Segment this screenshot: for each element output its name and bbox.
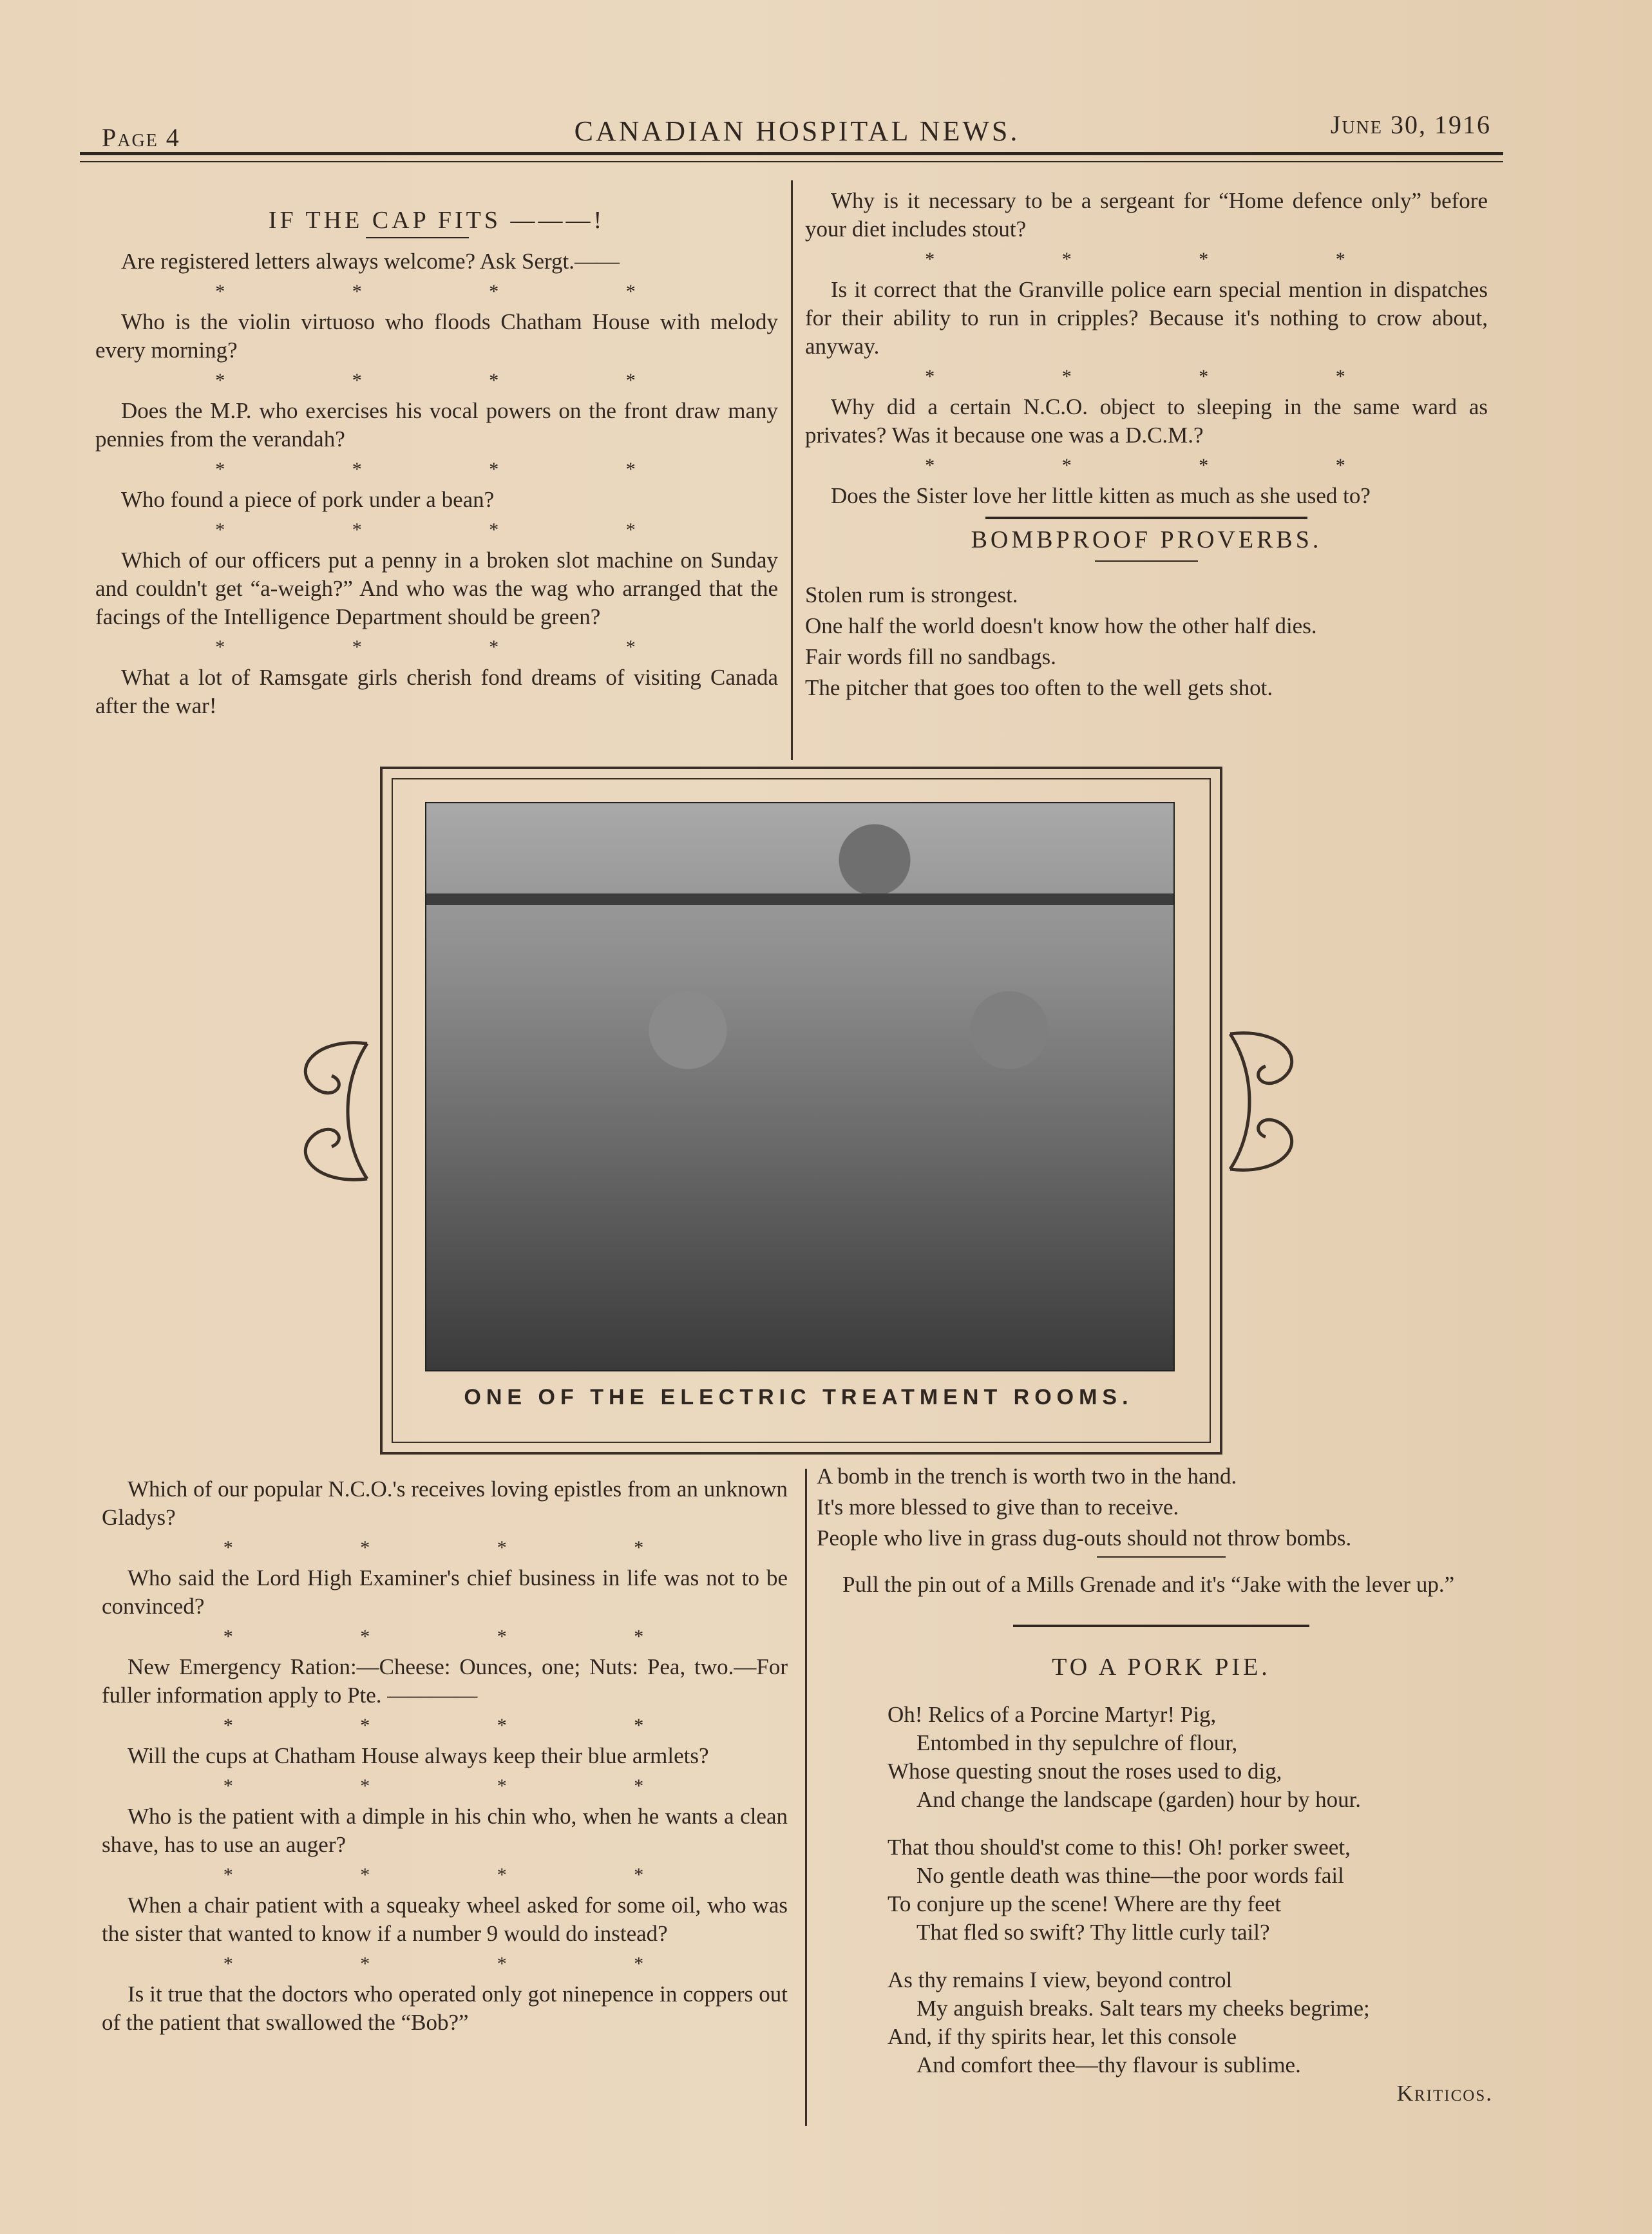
star-divider: * * * * (215, 636, 697, 658)
query-item: Why did a certain N.C.O. object to sleeping in the same ward as privates? Was it because one was a D.C.M.? (805, 394, 1488, 448)
section-rule (1097, 1556, 1226, 1558)
proverbs-heading: BOMBPROOF PROVERBS. (971, 526, 1322, 553)
proverb: It's more blessed to give than to receive. (817, 1494, 1179, 1520)
poem-stanza (888, 1701, 1506, 1814)
proverb: One half the world doesn't know how the other half dies. (805, 613, 1317, 638)
star-divider: * * * * (215, 519, 697, 540)
query-item: New Emergency Ration:—Cheese: Ounces, one; Nuts: Pea, two.—For fuller information apply to Pte. ———— (102, 1654, 788, 1708)
poem-line: No gentle death was thine—the poor words fail (916, 1863, 1344, 1888)
poem-line: That thou should'st come to this! Oh! porker sweet, (888, 1835, 1351, 1860)
page-number: Page 4 (102, 123, 180, 152)
photo-wall-band (426, 893, 1173, 905)
query-item: Does the M.P. who exercises his vocal powers on the front draw many pennies from the verandah? (95, 398, 778, 452)
treatment-room-photo (425, 802, 1175, 1371)
poem-line: That fled so swift? Thy little curly tail? (916, 1920, 1270, 1945)
scroll-ornament-right-icon (1224, 1021, 1320, 1182)
poem-line: And comfort thee—thy flavour is sublime. (916, 2052, 1301, 2077)
left-bottom-column (102, 1475, 788, 2043)
query-item: Is it true that the doctors who operated only got ninepence in coppers out of the patient that swallowed the “Bob?” (102, 1981, 788, 2035)
author-signature: Kriticos. (1396, 2081, 1493, 2106)
query-item: Is it correct that the Granville police earn special mention in dispatches for their ability to run in cripples? Because it's nothing to crow about, anyway. (805, 277, 1488, 359)
proverb: Stolen rum is strongest. (805, 582, 1018, 607)
header-rule (80, 152, 1503, 155)
query-item: What a lot of Ramsgate girls cherish fond dreams of visiting Canada after the war! (95, 665, 778, 718)
query-item: Who said the Lord High Examiner's chief business in life was not to be convinced? (102, 1565, 788, 1619)
query-item: When a chair patient with a squeaky wheel asked for some oil, who was the sister that wanted to know if a number 9 would do instead? (102, 1893, 788, 1946)
scroll-ornament-left-icon (277, 1031, 374, 1192)
star-divider: * * * * (215, 281, 697, 302)
header-rule-thin (80, 161, 1503, 162)
star-divider: * * * * (925, 249, 1407, 270)
poem-line: And change the landscape (garden) hour by hour. (916, 1787, 1362, 1812)
poem-line: Whose questing snout the roses used to dig, (888, 1759, 1282, 1784)
column-separator (805, 1469, 807, 2126)
poem-title: TO A PORK PIE. (1052, 1654, 1271, 1681)
cap-fits-heading: IF THE CAP FITS ———! (268, 207, 605, 234)
star-divider: * * * * (215, 459, 697, 480)
star-divider: * * * * (215, 370, 697, 391)
poem-line: To conjure up the scene! Where are thy feet (888, 1891, 1282, 1916)
star-divider: * * * * (223, 1626, 705, 1647)
proverb: Fair words fill no sandbags. (805, 644, 1056, 669)
column-separator (791, 180, 793, 760)
right-bottom-column (817, 1462, 1506, 2108)
poem-line: Oh! Relics of a Porcine Martyr! Pig, (888, 1702, 1217, 1727)
query-item: Will the cups at Chatham House always keep their blue armlets? (128, 1743, 709, 1768)
issue-date: June 30, 1916 (1330, 110, 1491, 139)
cap-fits-column (95, 193, 778, 727)
poem-line: Entombed in thy sepulchre of flour, (916, 1730, 1238, 1755)
query-item: Does the Sister love her little kitten as much as she used to? (831, 483, 1371, 508)
mills-grenade-line: Pull the pin out of a Mills Grenade and it's “Jake with the lever up.” (842, 1572, 1455, 1597)
poem-stanza (888, 1833, 1506, 1947)
poem-line: And, if thy spirits hear, let this console (888, 2024, 1237, 2049)
star-divider: * * * * (223, 1864, 705, 1886)
section-rule (1013, 1625, 1309, 1627)
query-item: Why is it necessary to be a sergeant for “Home defence only” before your diet includes stout? (805, 188, 1488, 242)
star-divider: * * * * (925, 455, 1407, 476)
photo-caption: ONE OF THE ELECTRIC TREATMENT ROOMS. (464, 1385, 1134, 1409)
right-top-column (805, 187, 1488, 705)
query-item: Who is the violin virtuoso who floods Chatham House with melody every morning? (95, 309, 778, 363)
query-item: Who is the patient with a dimple in his chin who, when he wants a clean shave, has to use an auger? (102, 1804, 788, 1857)
query-item: Who found a piece of pork under a bean? (121, 487, 495, 512)
heading-rule (366, 237, 469, 238)
heading-rule (1095, 560, 1198, 562)
poem (888, 1701, 1506, 2079)
query-item: Are registered letters always welcome? Ask Sergt.—— (121, 249, 620, 274)
newspaper-title: CANADIAN HOSPITAL NEWS. (574, 115, 1020, 147)
page-header (97, 103, 1497, 155)
proverb: A bomb in the trench is worth two in the hand. (817, 1464, 1237, 1489)
query-item: Which of our officers put a penny in a broken slot machine on Sunday and couldn't get “a-weigh?” And who was the wag who arranged that the facings of the Intelligence Department should be green? (95, 548, 778, 629)
star-divider: * * * * (223, 1537, 705, 1558)
proverb: The pitcher that goes too often to the well gets shot. (805, 675, 1273, 700)
poem-line: My anguish breaks. Salt tears my cheeks begrime; (916, 1996, 1370, 2021)
proverb: People who live in grass dug-outs should not throw bombs. (817, 1525, 1352, 1551)
star-divider: * * * * (925, 366, 1407, 387)
poem-stanza (888, 1966, 1506, 2079)
star-divider: * * * * (223, 1775, 705, 1797)
query-item: Which of our popular N.C.O.'s receives loving epistles from an unknown Gladys? (102, 1476, 788, 1530)
poem-line: As thy remains I view, beyond control (888, 1967, 1233, 1992)
star-divider: * * * * (223, 1953, 705, 1974)
section-rule (985, 517, 1307, 519)
star-divider: * * * * (223, 1715, 705, 1736)
